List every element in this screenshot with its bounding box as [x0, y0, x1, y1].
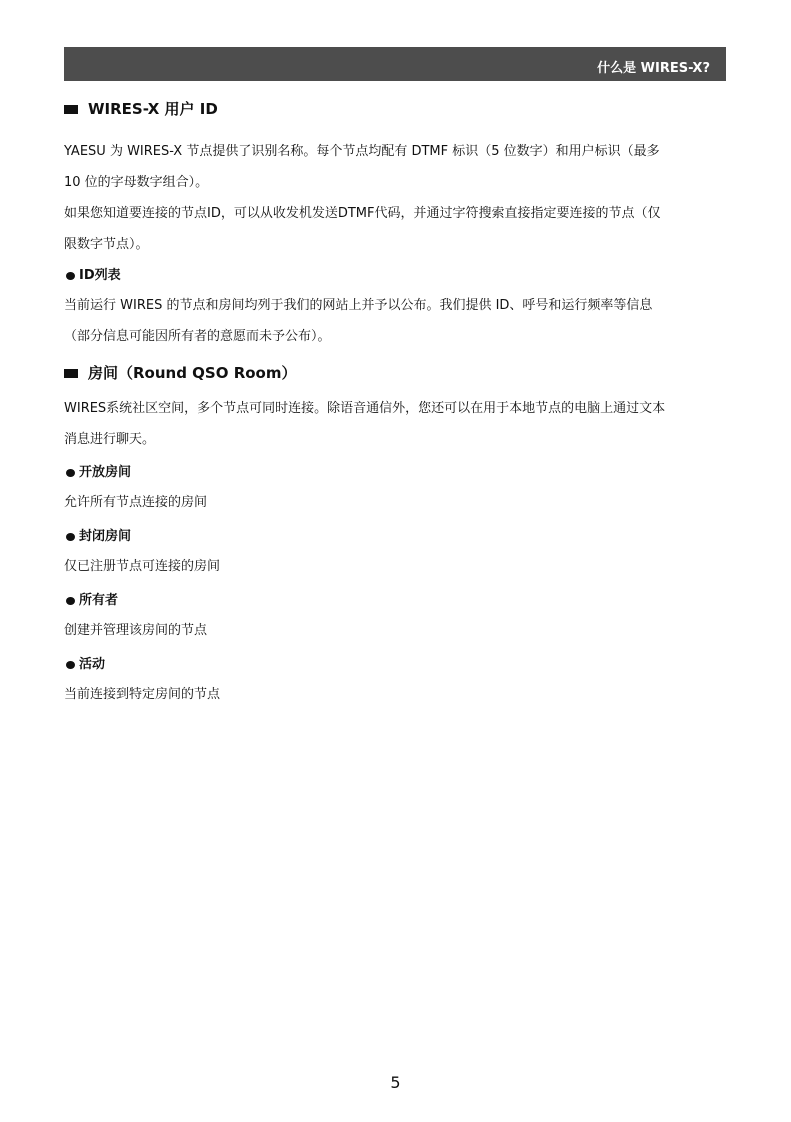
section-heading-text: 房间（Round QSO Room）	[88, 364, 297, 382]
square-bullet-icon	[64, 105, 78, 114]
sub-heading-closed-room	[64, 527, 726, 547]
body-line: 当前连接到特定房间的节点	[64, 687, 221, 702]
dot-bullet-icon	[66, 272, 75, 280]
page-content	[64, 96, 726, 710]
sub-heading-text: 开放房间	[79, 465, 132, 480]
section-heading-user-id	[64, 98, 726, 120]
sub-heading-text: 所有者	[79, 593, 119, 608]
dot-bullet-icon	[66, 533, 75, 541]
body-line: 消息进行聊天。	[64, 432, 156, 447]
header-title: 什么是 WIRES-X?	[597, 61, 710, 76]
sub-heading-active	[64, 655, 726, 675]
dot-bullet-icon	[66, 469, 75, 477]
body-line: 限数字节点）。	[64, 237, 149, 252]
sub-heading-open-room	[64, 463, 726, 483]
dot-bullet-icon	[66, 597, 75, 605]
page-number: 5	[390, 1073, 401, 1092]
dot-bullet-icon	[66, 661, 75, 669]
header-bar	[64, 47, 726, 81]
body-line: 允许所有节点连接的房间	[64, 495, 208, 510]
sub-heading-text: 活动	[79, 657, 106, 672]
body-line: WIRES系统社区空间，多个节点可同时连接。除语音通信外，您还可以在用于本地节点的电脑上通过文本	[64, 401, 666, 416]
body-line: YAESU 为 WIRES-X 节点提供了识别名称。每个节点均配有 DTMF 标识（5 位数字）和用户标识（最多	[64, 144, 660, 159]
body-line: 仅已注册节点可连接的房间	[64, 559, 221, 574]
sub-heading-owner	[64, 591, 726, 611]
body-line: 创建并管理该房间的节点	[64, 623, 208, 638]
sub-heading-text: ID列表	[79, 268, 121, 283]
section-heading-room	[64, 362, 726, 384]
body-line: （部分信息可能因所有者的意愿而未予公布）。	[64, 329, 331, 344]
body-line: 如果您知道要连接的节点ID，可以从收发机发送DTMF代码，并通过字符搜索直接指定要连接的节点（仅	[64, 206, 661, 221]
section-heading-text: WIRES-X 用户 ID	[88, 100, 218, 118]
sub-heading-text: 封闭房间	[79, 529, 132, 544]
body-line: 当前运行 WIRES 的节点和房间均列于我们的网站上并予以公布。我们提供 ID、呼号和运行频率等信息	[64, 298, 653, 313]
body-line: 10 位的字母数字组合）。	[64, 175, 209, 190]
sub-heading-id-list	[64, 266, 726, 286]
square-bullet-icon	[64, 369, 78, 378]
